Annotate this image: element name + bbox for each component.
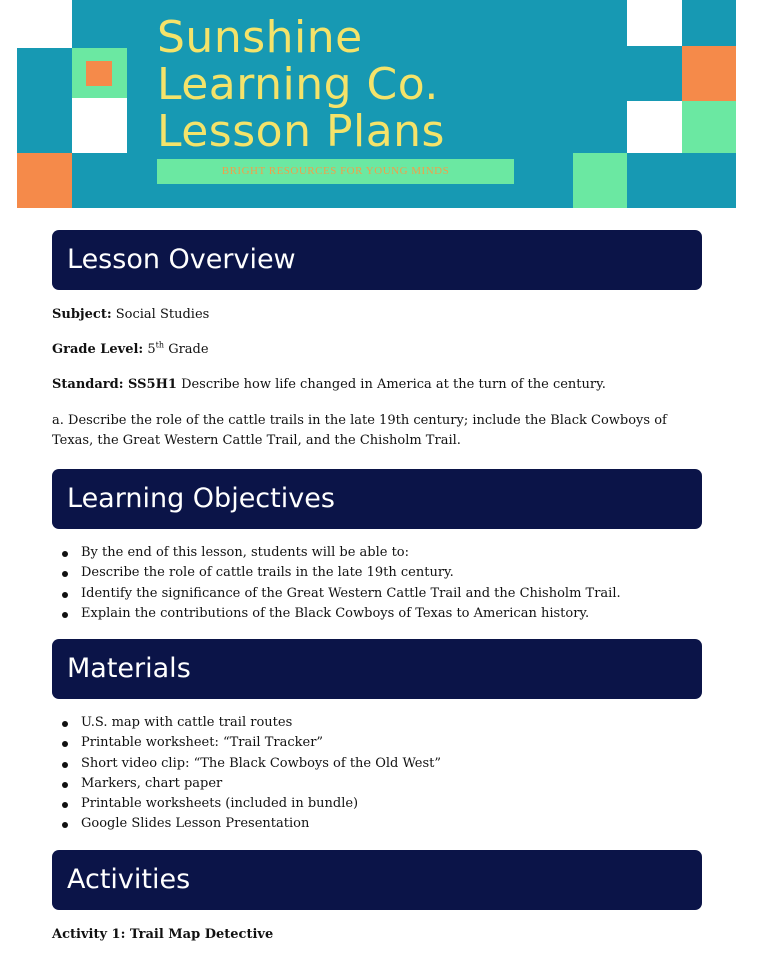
section-title: Materials <box>67 653 191 684</box>
list-item: Google Slides Lesson Presentation <box>62 814 441 834</box>
decor-square <box>17 0 72 48</box>
decor-square <box>627 153 682 208</box>
decor-square <box>682 101 736 153</box>
header-banner <box>17 0 736 208</box>
section-header-activities <box>52 850 702 910</box>
list-item: Describe the role of cattle trails in the late 19th century. <box>62 563 621 583</box>
decor-square <box>17 153 72 208</box>
grade-number: 5 <box>147 342 156 357</box>
list-item: Printable worksheets (included in bundle) <box>62 794 441 814</box>
decor-square <box>72 98 127 153</box>
section-header-overview <box>52 230 702 290</box>
list-item: By the end of this lesson, students will be able to: <box>62 543 621 563</box>
decor-square <box>682 46 736 101</box>
banner-title-line: Learning Co. <box>157 59 439 110</box>
list-item: Markers, chart paper <box>62 774 441 794</box>
activity-1-title <box>52 925 712 945</box>
decor-square <box>627 0 682 46</box>
grade-suffix: th <box>155 340 165 350</box>
list-item: Identify the significance of the Great Western Cattle Trail and the Chisholm Trail. <box>62 584 621 604</box>
list-item: Short video clip: “The Black Cowboys of the Old West” <box>62 754 441 774</box>
decor-square <box>573 153 627 208</box>
section-title: Activities <box>67 864 191 895</box>
objectives-list <box>62 543 621 624</box>
subject-value: Social Studies <box>115 307 210 322</box>
standard-detail: a. Describe the role of the cattle trails in the late 19th century; include the Black Cowboys of Texas, the Great Western Cattle Trail, and the Chisholm Trail. <box>52 413 667 448</box>
list-item: Explain the contributions of the Black Cowboys of Texas to American history. <box>62 604 621 624</box>
grade-word: Grade <box>168 342 209 357</box>
standard-value: Describe how life changed in America at the turn of the century. <box>181 377 606 392</box>
banner-tagline: BRIGHT RESOURCES FOR YOUNG MINDS <box>157 159 514 184</box>
grade-line <box>52 340 712 360</box>
decor-square <box>17 48 72 103</box>
subject-label: Subject: <box>52 307 112 322</box>
grade-label: Grade Level: <box>52 342 144 357</box>
standard-line <box>52 375 712 395</box>
decor-square <box>627 101 682 153</box>
activity-1-label: Activity 1: Trail Map Detective <box>52 927 274 942</box>
list-item: Printable worksheet: “Trail Tracker” <box>62 733 441 753</box>
section-header-objectives <box>52 469 702 529</box>
subject-line <box>52 305 712 325</box>
section-title: Lesson Overview <box>67 244 296 275</box>
section-header-materials <box>52 639 702 699</box>
section-title: Learning Objectives <box>67 483 335 514</box>
standard-label: Standard: SS5H1 <box>52 377 177 392</box>
materials-list <box>62 713 441 835</box>
banner-title-line: Lesson Plans <box>157 106 445 157</box>
list-item: U.S. map with cattle trail routes <box>62 713 441 733</box>
decor-square <box>86 61 112 86</box>
banner-title <box>157 14 445 155</box>
banner-title-line: Sunshine <box>157 12 363 63</box>
